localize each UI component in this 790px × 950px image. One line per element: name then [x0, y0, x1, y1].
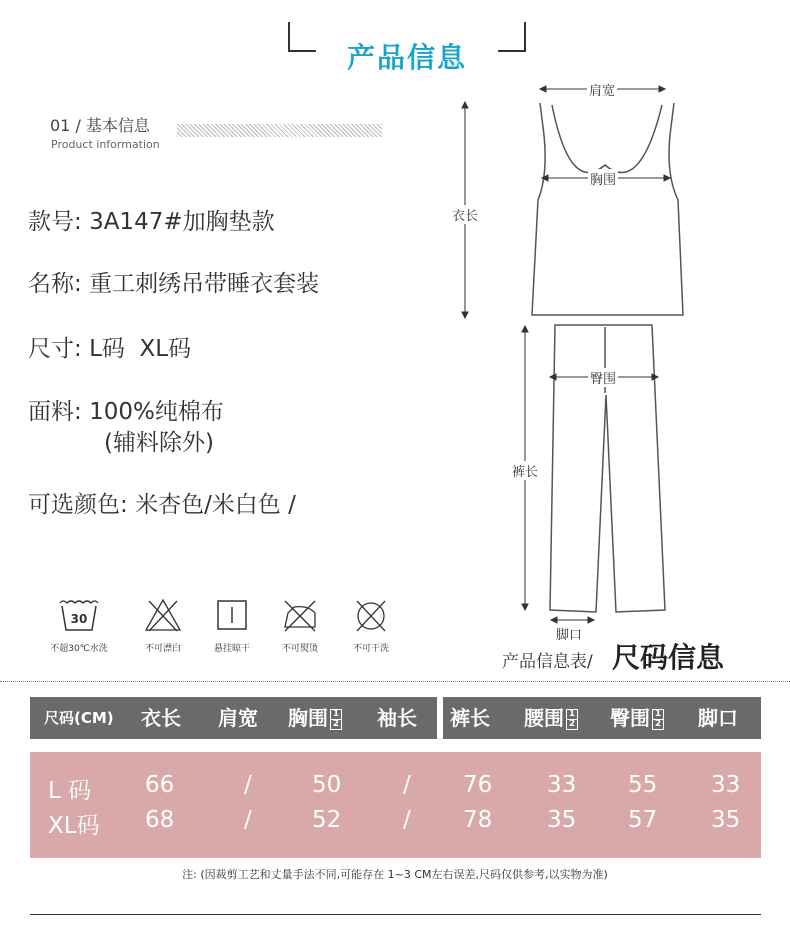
header-length: 衣长	[141, 706, 181, 730]
info-value: 重工刺绣吊带睡衣套装	[89, 271, 320, 297]
care-label: 不超30℃水洗	[50, 644, 108, 654]
section-title: 01 / 基本信息	[50, 116, 150, 135]
header-chest-label: 胸围	[288, 706, 328, 730]
care-label: 悬挂晾干	[213, 644, 250, 654]
cell-length: 68	[145, 807, 175, 833]
info-row-colors	[28, 486, 296, 519]
care-label: 不可熨烫	[281, 644, 318, 654]
header-shoulder: 肩宽	[218, 706, 258, 730]
header-size: 尺码(CM)	[44, 709, 114, 727]
garment-sketch	[440, 75, 740, 650]
info-value: L码 XL码	[89, 336, 192, 362]
no-dry-clean-icon	[351, 597, 391, 633]
size-note: 注: (因裁剪工艺和丈量手法不同,可能存在 1~3 CM左右误差,尺码仅供参考,以实物为准)	[182, 868, 608, 881]
cell-sleeve: /	[403, 772, 411, 798]
cell-hip: 55	[628, 772, 658, 798]
page-title: 产品信息	[346, 41, 467, 74]
cell-waist: 33	[547, 772, 577, 798]
info-label: 可选颜色:	[28, 492, 128, 518]
info-value: 米杏色/米白色 /	[135, 492, 296, 518]
bottom-divider	[30, 914, 761, 915]
size-table-title-small: 产品信息表/	[502, 652, 593, 672]
dotted-divider	[0, 681, 790, 682]
size-table-header	[30, 697, 761, 739]
cell-size: L 码	[48, 778, 92, 804]
info-label: 面料:	[28, 399, 82, 425]
cell-hem: 33	[711, 772, 741, 798]
info-row-fabric-note: (辅料除外)	[104, 430, 214, 456]
care-label: 不可干洗	[352, 644, 389, 654]
info-label: 尺寸:	[28, 336, 82, 362]
header-hip-label: 臀围	[610, 706, 650, 730]
half-fraction: $\frac{1}{2}$	[330, 709, 342, 730]
cell-shoulder: /	[244, 807, 252, 833]
half-fraction: $\frac{1}{2}$	[652, 709, 664, 730]
header-sleeve: 袖长	[377, 706, 417, 730]
info-label: 款号:	[28, 209, 82, 235]
care-label: 不可漂白	[144, 644, 181, 654]
care-iron	[272, 597, 328, 654]
info-value: 3A147#加胸垫款	[89, 209, 275, 235]
chest-label: 胸围	[588, 169, 618, 188]
cell-hip: 57	[628, 807, 658, 833]
wash-30-icon	[57, 597, 101, 633]
wash-temp: 30	[70, 612, 88, 626]
hatch-decoration	[177, 124, 382, 137]
cell-sleeve: /	[403, 807, 411, 833]
pants-length-label: 裤长	[510, 461, 540, 480]
no-bleach-icon	[143, 597, 183, 633]
top-length-label: 衣长	[450, 205, 480, 224]
info-label: 名称:	[28, 271, 82, 297]
cell-pants: 76	[463, 772, 493, 798]
care-dry-clean	[343, 597, 399, 654]
header-chest	[288, 697, 342, 739]
table-header-gap	[437, 697, 443, 739]
info-row-name	[28, 265, 319, 298]
cell-hem: 35	[711, 807, 741, 833]
info-row-size	[28, 330, 191, 363]
garment-diagram	[440, 75, 740, 650]
header-hip	[610, 697, 664, 739]
cell-shoulder: /	[244, 772, 252, 798]
cell-length: 66	[145, 772, 175, 798]
cell-waist: 35	[547, 807, 577, 833]
size-table-title: 尺码信息	[612, 641, 725, 674]
care-hang-dry	[204, 597, 260, 654]
section-subtitle: Product information	[51, 138, 160, 151]
size-table-body	[30, 752, 761, 858]
info-row-fabric	[28, 393, 224, 426]
header-hem: 脚口	[698, 706, 738, 730]
shoulder-label: 肩宽	[587, 80, 617, 99]
info-value: 100%纯棉布	[89, 399, 224, 425]
info-row-style	[28, 203, 275, 236]
cell-size: XL码	[48, 813, 100, 839]
header-pants: 裤长	[450, 706, 490, 730]
care-wash	[40, 597, 118, 654]
page-title-frame	[288, 22, 526, 74]
care-bleach	[135, 597, 191, 654]
hip-label: 臀围	[588, 368, 618, 387]
hang-dry-icon	[212, 597, 252, 633]
cell-chest: 52	[312, 807, 342, 833]
hem-label: 脚口	[554, 624, 584, 643]
no-iron-icon	[280, 597, 320, 633]
cell-chest: 50	[312, 772, 342, 798]
header-waist	[524, 697, 578, 739]
header-waist-label: 腰围	[524, 706, 564, 730]
half-fraction: $\frac{1}{2}$	[566, 709, 578, 730]
cell-pants: 78	[463, 807, 493, 833]
